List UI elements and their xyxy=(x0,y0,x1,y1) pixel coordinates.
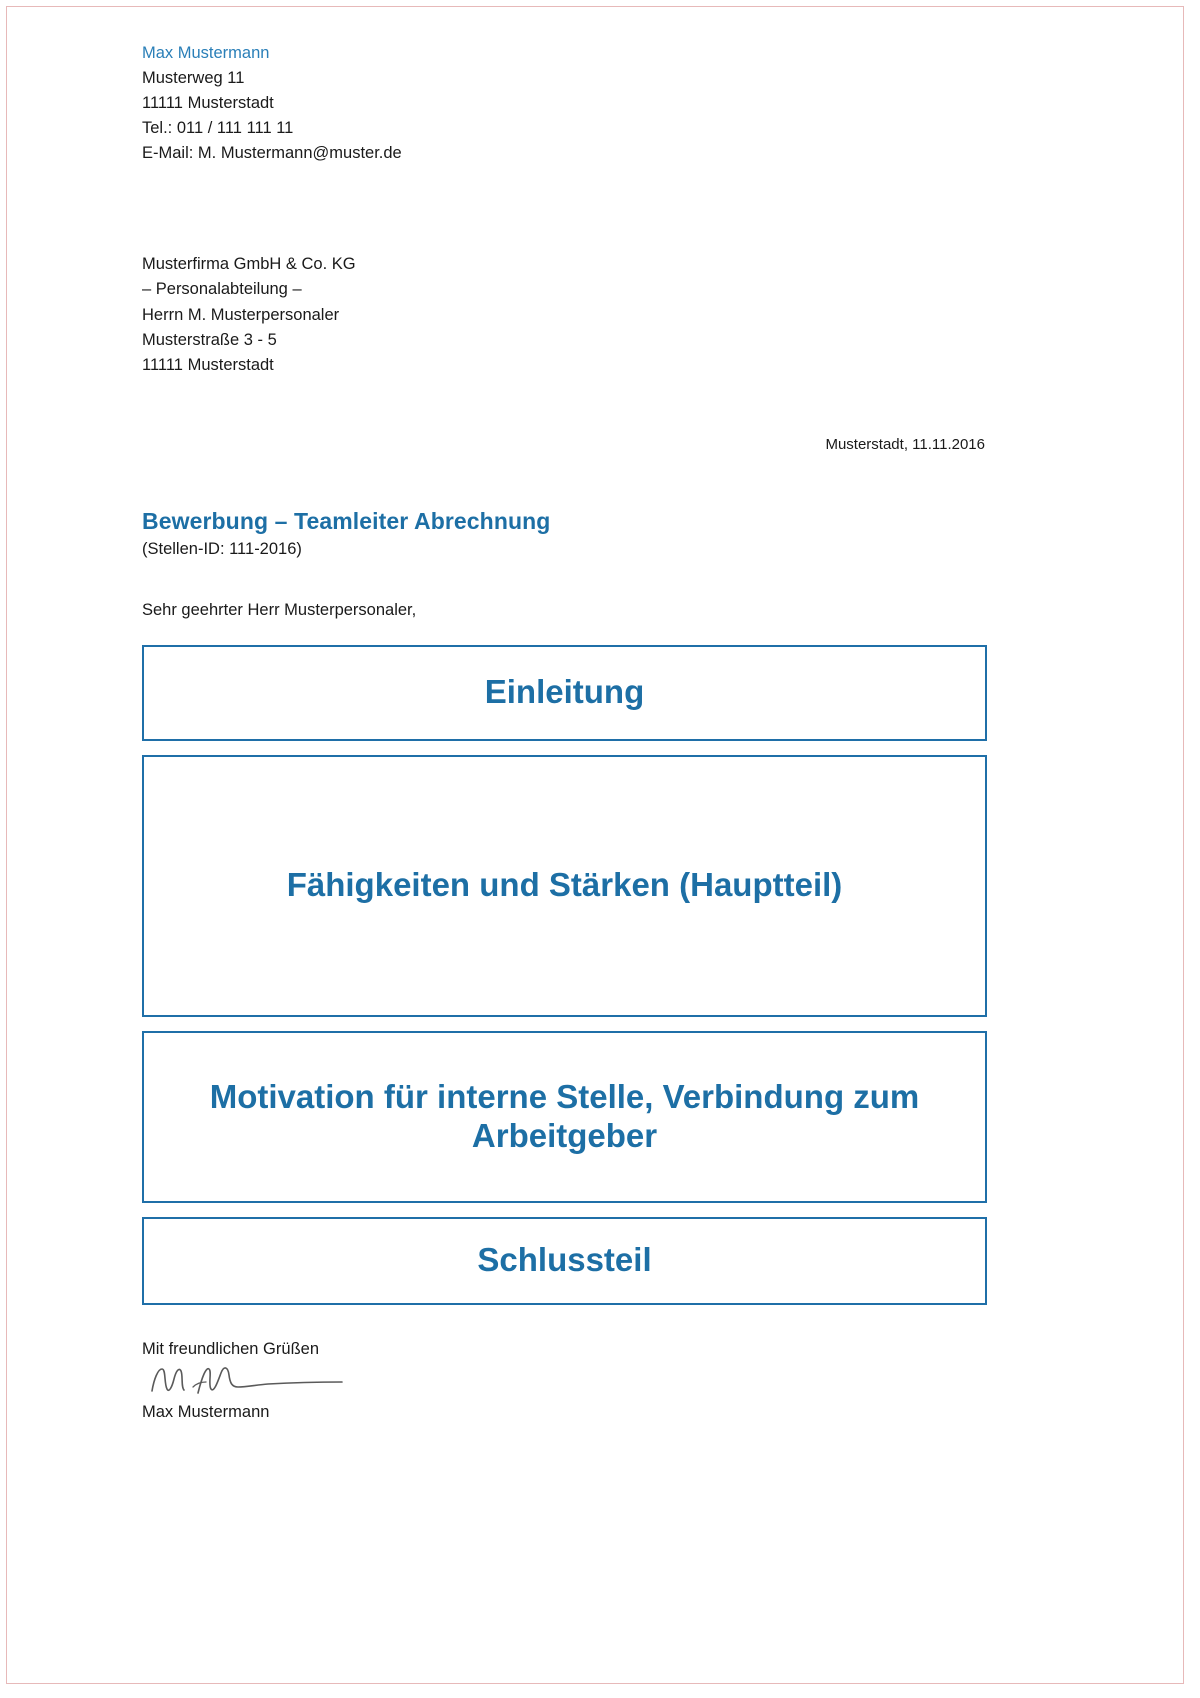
placeholder-box-label: Einleitung xyxy=(484,673,645,711)
recipient-department: – Personalabteilung – xyxy=(142,280,302,299)
sender-phone: Tel.: 011 / 111 111 11 xyxy=(142,119,294,138)
sender-address-block xyxy=(142,41,987,166)
recipient-city: 11111 Musterstadt xyxy=(142,355,274,374)
document-page xyxy=(6,6,1184,1684)
letter-content xyxy=(142,41,987,1422)
closing-phrase: Mit freundlichen Grüßen xyxy=(142,1339,319,1358)
placeholder-box-label: Fähigkeiten und Stärken (Hauptteil) xyxy=(286,866,843,904)
signer-name: Max Mustermann xyxy=(142,1402,270,1421)
placeholder-box-label: Motivation für interne Stelle, Verbindung zum Arbeitgeber xyxy=(209,1077,920,1154)
placeholder-box-list xyxy=(142,645,987,1305)
sender-name: Max Mustermann xyxy=(142,44,270,62)
recipient-company: Musterfirma GmbH & Co. KG xyxy=(142,255,356,274)
recipient-street: Musterstraße 3 - 5 xyxy=(142,330,277,349)
salutation: Sehr geehrter Herr Musterpersonaler, xyxy=(142,600,417,619)
recipient-person: Herrn M. Musterpersonaler xyxy=(142,305,340,324)
subject-job-id: (Stellen-ID: 111-2016) xyxy=(142,539,302,558)
placeholder-box-motivation xyxy=(142,1031,987,1203)
recipient-address-block xyxy=(142,252,987,377)
date-line: Musterstadt, 11.11.2016 xyxy=(825,435,985,453)
sender-email: E-Mail: M. Mustermann@muster.de xyxy=(142,144,402,163)
placeholder-box-einleitung xyxy=(142,645,987,741)
sender-street: Musterweg 11 xyxy=(142,69,245,88)
handwritten-signature-icon xyxy=(146,1359,987,1403)
subject-line: Bewerbung – Teamleiter Abrechnung xyxy=(142,507,551,534)
sender-city: 11111 Musterstadt xyxy=(142,94,274,113)
placeholder-box-schlussteil xyxy=(142,1217,987,1305)
placeholder-box-hauptteil xyxy=(142,755,987,1017)
placeholder-box-label: Schlussteil xyxy=(477,1241,652,1279)
